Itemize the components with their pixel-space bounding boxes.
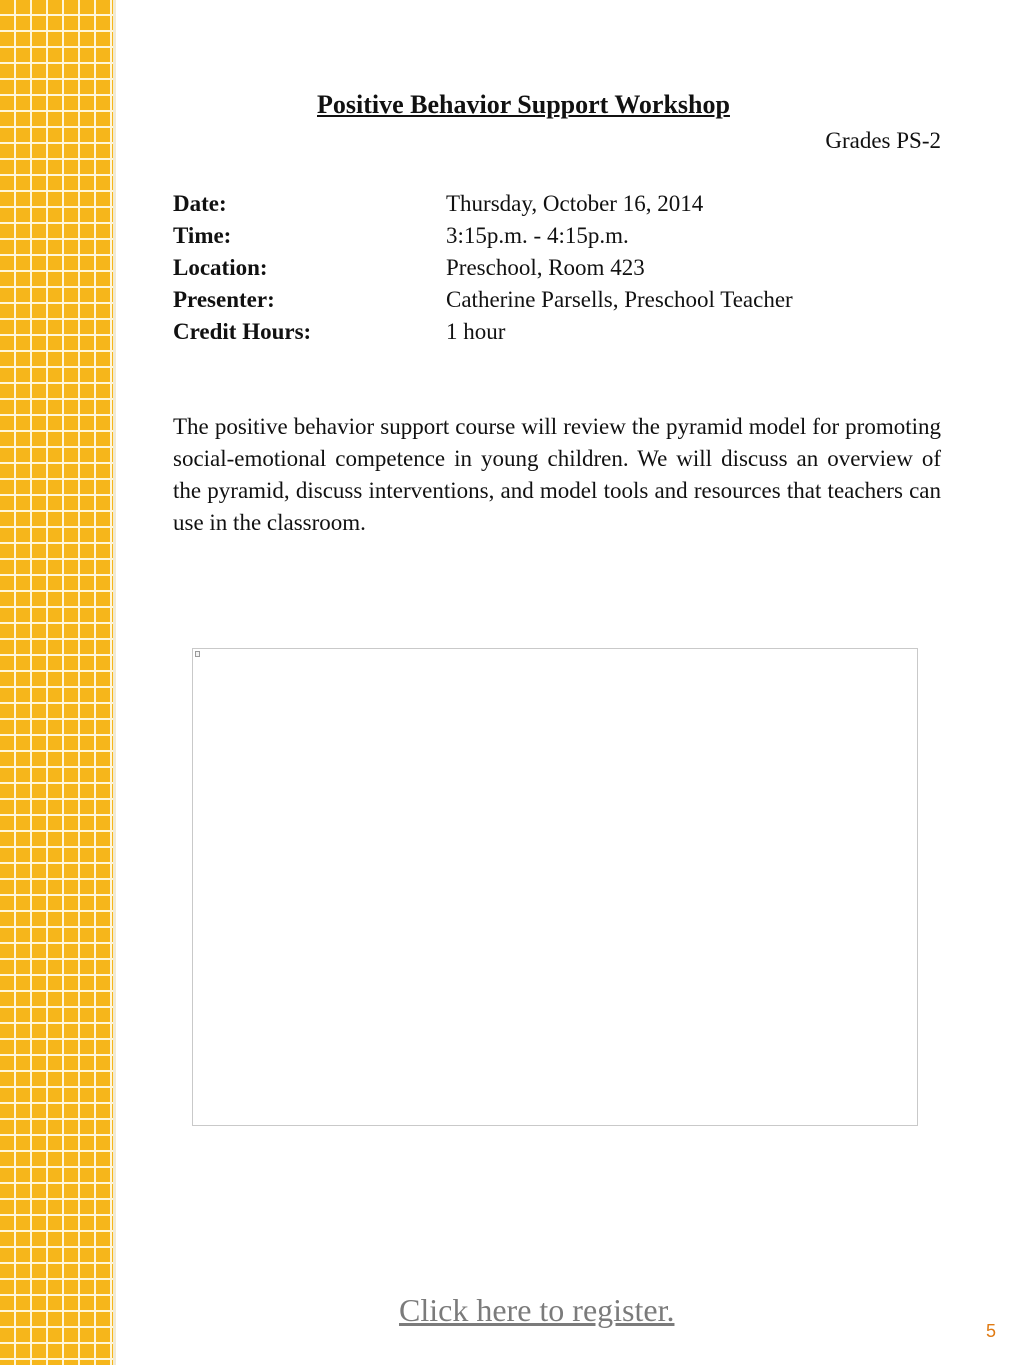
detail-row-credit-hours <box>173 316 873 348</box>
decorative-side-band <box>0 0 113 1365</box>
grades-label: Grades PS-2 <box>825 128 941 153</box>
detail-row-location <box>173 252 873 284</box>
date-value: Thursday, October 16, 2014 <box>446 191 704 216</box>
presenter-value: Catherine Parsells, Preschool Teacher <box>446 287 793 312</box>
credit-hours-label: Credit Hours: <box>173 319 312 344</box>
side-band-edge <box>113 0 116 1365</box>
time-label: Time: <box>173 223 232 248</box>
date-label: Date: <box>173 191 227 216</box>
detail-row-presenter <box>173 284 873 316</box>
broken-image-icon <box>195 651 200 657</box>
detail-row-time <box>173 220 873 252</box>
detail-row-date <box>173 188 873 220</box>
register-link[interactable]: Click here to register. <box>399 1292 675 1328</box>
presenter-label: Presenter: <box>173 287 275 312</box>
page-number: 5 <box>985 1321 996 1341</box>
time-value: 3:15p.m. - 4:15p.m. <box>446 223 629 248</box>
location-value: Preschool, Room 423 <box>446 255 645 280</box>
credit-hours-value: 1 hour <box>446 319 506 344</box>
course-description: The positive behavior support course will review the pyramid model for promoting social-emotional competence in young children. We will discuss an overview of the pyramid, discuss interventions, and model tools and resources that teachers can use in the classroom. <box>173 414 941 535</box>
page-title: Positive Behavior Support Workshop <box>317 90 730 119</box>
workshop-details <box>173 188 873 348</box>
image-placeholder <box>192 648 918 1126</box>
location-label: Location: <box>173 255 268 280</box>
